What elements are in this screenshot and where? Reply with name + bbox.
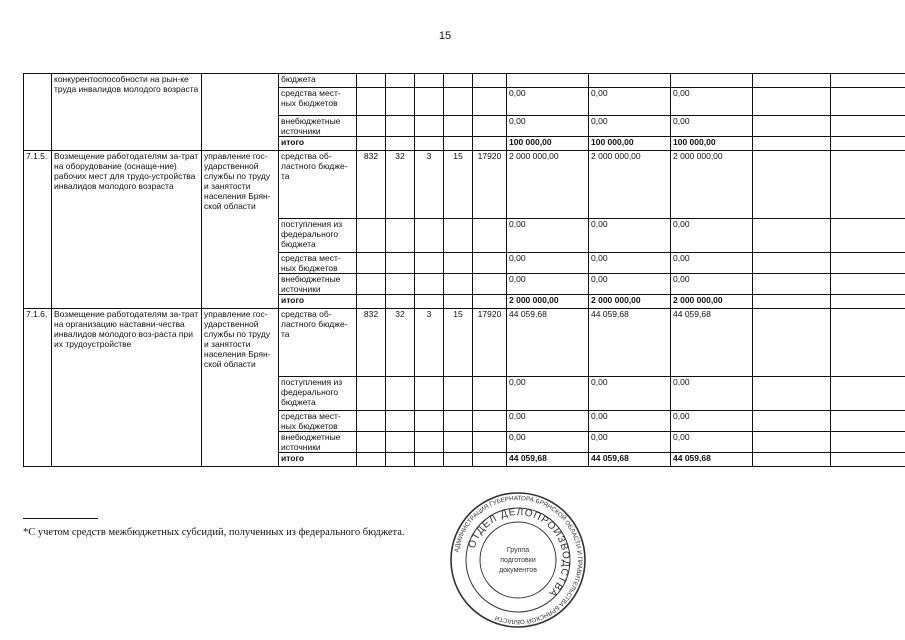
code-c3 [415,432,444,453]
code-c4 [444,274,473,295]
code-c4 [444,88,473,116]
empty-cell [753,274,831,295]
stamp-ring-text: ОТДЕЛ ДЕЛОПРОИЗВОДСТВА [466,506,572,600]
code-c1 [357,219,386,253]
empty-cell [753,432,831,453]
page-number: 15 [438,30,452,42]
empty-cell [831,219,905,253]
code-c3 [415,88,444,116]
code-c2: 32 [386,151,415,219]
amount-v2: 2 000 000,00 [589,151,671,219]
amount-v1: 100 000,00 [507,137,589,151]
amount-v3: 2 000 000,00 [671,151,753,219]
department-stamp [448,490,588,630]
empty-cell [753,295,831,309]
amount-v3: 44 059,68 [671,453,753,467]
empty-cell [753,453,831,467]
funding-source: итого [279,137,357,151]
amount-v2: 0,00 [589,274,671,295]
code-c4: 15 [444,309,473,377]
amount-v1 [507,74,589,88]
code-c3: 3 [415,309,444,377]
amount-v3: 100 000,00 [671,137,753,151]
stamp-center-line-3: документов [499,567,537,574]
code-c5 [473,219,507,253]
code-c2 [386,432,415,453]
code-c4 [444,295,473,309]
executor-cell: управление гос-ударственной службы по труду и занятости населения Брян-ской области [202,309,279,467]
code-c1 [357,253,386,274]
code-c2 [386,74,415,88]
funding-source: итого [279,453,357,467]
code-c1 [357,453,386,467]
code-c4 [444,253,473,274]
amount-v1: 0,00 [507,219,589,253]
code-c4 [444,137,473,151]
empty-cell [831,116,905,137]
code-c3: 3 [415,151,444,219]
code-c1 [357,116,386,137]
code-c3 [415,253,444,274]
code-c1 [357,432,386,453]
code-c3 [415,116,444,137]
code-c2 [386,295,415,309]
empty-cell [831,411,905,432]
item-name: Возмещение работодателям за-трат на организацию наставни-чества инвалидов молодого воз-раста при их трудоустройстве [52,309,202,467]
footnote-rule [23,518,98,519]
funding-source: средства мест-ных бюджетов [279,88,357,116]
empty-cell [753,309,831,377]
funding-source: поступления из федерального бюджета [279,219,357,253]
code-c2 [386,453,415,467]
code-c3 [415,377,444,411]
amount-v3: 0,00 [671,432,753,453]
code-c5 [473,253,507,274]
funding-source: средства мест-ных бюджетов [279,253,357,274]
table-row [24,74,905,88]
amount-v2: 0,00 [589,88,671,116]
stamp-outer-text: АДМИНИСТРАЦИЯ ГУБЕРНАТОРА БРЯНСКОЙ ОБЛАСТИ И ПРАВИТЕЛЬСТВА БРЯНСКОЙ ОБЛАСТИ [453,494,584,626]
code-c2 [386,88,415,116]
amount-v1: 0,00 [507,377,589,411]
amount-v2: 0,00 [589,116,671,137]
empty-cell [831,74,905,88]
code-c1 [357,137,386,151]
code-c3 [415,274,444,295]
amount-v2: 100 000,00 [589,137,671,151]
amount-v1: 44 059,68 [507,309,589,377]
code-c4 [444,432,473,453]
empty-cell [831,453,905,467]
code-c5 [473,377,507,411]
amount-v3: 0,00 [671,274,753,295]
amount-v1: 2 000 000,00 [507,295,589,309]
amount-v3: 0,00 [671,253,753,274]
amount-v1: 44 059,68 [507,453,589,467]
code-c4 [444,411,473,432]
code-c2: 32 [386,309,415,377]
code-c5 [473,274,507,295]
empty-cell [831,432,905,453]
amount-v1: 0,00 [507,116,589,137]
empty-cell [831,309,905,377]
amount-v1: 2 000 000,00 [507,151,589,219]
amount-v3: 0,00 [671,377,753,411]
table-row [24,309,905,377]
amount-v1: 0,00 [507,274,589,295]
funding-source: внебюджетные источники [279,116,357,137]
code-c5 [473,453,507,467]
stamp-center-line-2: подготовки [500,557,536,564]
amount-v1: 0,00 [507,432,589,453]
amount-v3: 0,00 [671,411,753,432]
code-c5 [473,432,507,453]
empty-cell [831,274,905,295]
amount-v3 [671,74,753,88]
code-c2 [386,219,415,253]
code-c4: 15 [444,151,473,219]
amount-v3: 0,00 [671,219,753,253]
amount-v2: 2 000 000,00 [589,295,671,309]
funding-source: средства об-ластного бюдже-та [279,309,357,377]
funding-source: поступления из федерального бюджета [279,377,357,411]
code-c4 [444,116,473,137]
amount-v3: 0,00 [671,116,753,137]
amount-v2: 0,00 [589,219,671,253]
funding-source: итого [279,295,357,309]
executor-cell: управление гос-ударственной службы по труду и занятости населения Брян-ской области [202,151,279,309]
code-c2 [386,137,415,151]
code-c1 [357,295,386,309]
code-c1 [357,411,386,432]
code-c3 [415,219,444,253]
amount-v2: 44 059,68 [589,309,671,377]
code-c1 [357,274,386,295]
code-c4 [444,377,473,411]
amount-v2: 0,00 [589,377,671,411]
code-c3 [415,411,444,432]
table-row [24,151,905,219]
empty-cell [753,74,831,88]
code-c2 [386,411,415,432]
code-c2 [386,274,415,295]
empty-cell [753,137,831,151]
code-c3 [415,137,444,151]
code-c5 [473,295,507,309]
amount-v2: 0,00 [589,253,671,274]
item-name: конкурентоспособности на рын-ке труда инвалидов молодого возраста [52,74,202,151]
code-c5: 17920 [473,151,507,219]
funding-source: бюджета [279,74,357,88]
code-c5 [473,137,507,151]
code-c1 [357,74,386,88]
code-c5 [473,88,507,116]
budget-table [23,73,905,467]
funding-source: внебюджетные источники [279,274,357,295]
code-c2 [386,253,415,274]
code-c5 [473,74,507,88]
empty-cell [831,295,905,309]
funding-source: средства об-ластного бюдже-та [279,151,357,219]
empty-cell [753,116,831,137]
empty-cell [753,253,831,274]
code-c1 [357,88,386,116]
amount-v2 [589,74,671,88]
amount-v1: 0,00 [507,88,589,116]
amount-v3: 2 000 000,00 [671,295,753,309]
empty-cell [831,253,905,274]
stamp-center-line-1: Группа [506,547,530,554]
code-c3 [415,295,444,309]
empty-cell [831,88,905,116]
code-c5 [473,411,507,432]
amount-v3: 0,00 [671,88,753,116]
code-c1: 832 [357,309,386,377]
funding-source: внебюджетные источники [279,432,357,453]
code-c4 [444,74,473,88]
code-c5: 17920 [473,309,507,377]
item-name: Возмещение работодателям за-трат на оборудование (оснаще-ние) рабочих мест для трудо-устройства инвалидов молодого возраста [52,151,202,309]
amount-v1: 0,00 [507,411,589,432]
empty-cell [831,137,905,151]
empty-cell [753,411,831,432]
item-code: 7.1.6. [24,309,52,467]
code-c4 [444,219,473,253]
code-c2 [386,116,415,137]
code-c3 [415,74,444,88]
empty-cell [753,377,831,411]
empty-cell [753,151,831,219]
empty-cell [831,151,905,219]
empty-cell [753,219,831,253]
code-c1 [357,377,386,411]
amount-v1: 0,00 [507,253,589,274]
code-c4 [444,453,473,467]
amount-v2: 0,00 [589,432,671,453]
amount-v3: 44 059,68 [671,309,753,377]
executor-cell [202,74,279,151]
item-code [24,74,52,151]
footnote: *С учетом средств межбюджетных субсидий, полученных из федерального бюджета. [23,527,405,538]
funding-source: средства мест-ных бюджетов [279,411,357,432]
empty-cell [753,88,831,116]
amount-v2: 44 059,68 [589,453,671,467]
amount-v2: 0,00 [589,411,671,432]
code-c1: 832 [357,151,386,219]
item-code: 7.1.5. [24,151,52,309]
empty-cell [831,377,905,411]
code-c2 [386,377,415,411]
code-c5 [473,116,507,137]
code-c3 [415,453,444,467]
